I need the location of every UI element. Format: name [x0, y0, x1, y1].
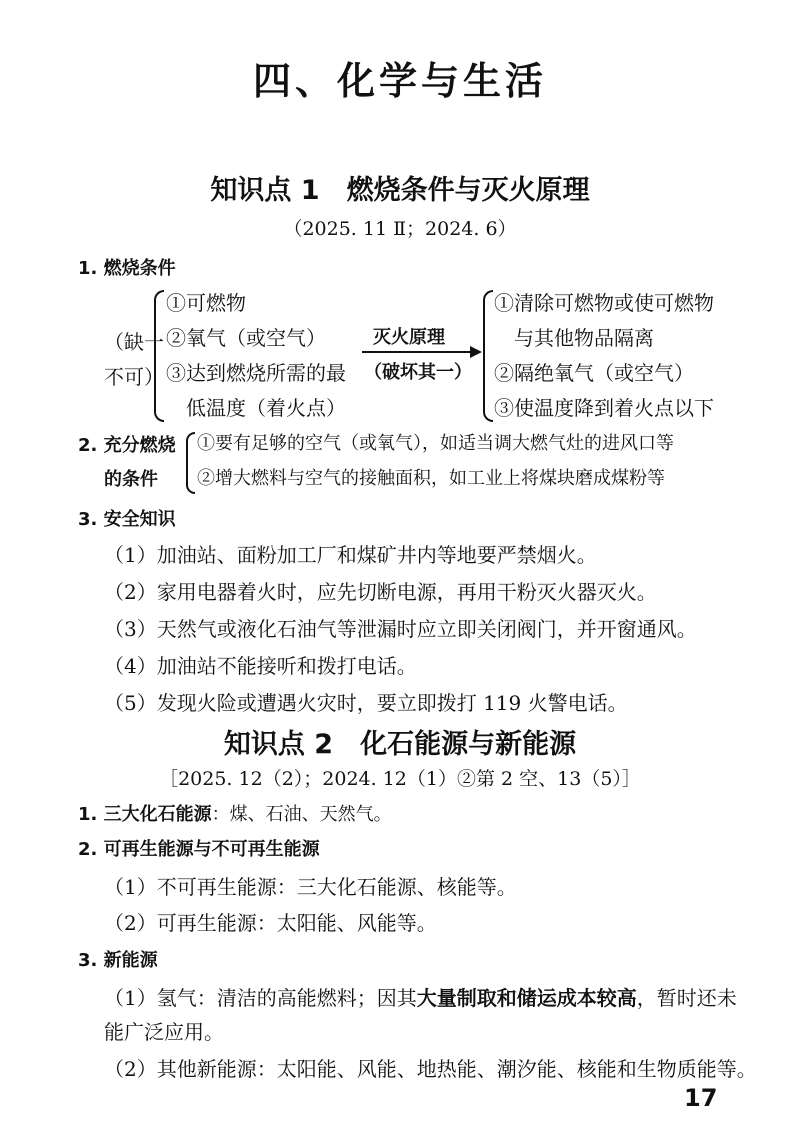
new-energy-item-1-line2: 能广泛应用。: [104, 1020, 224, 1044]
method-1-cont: 与其他物品隔离: [514, 326, 654, 350]
s2-brace: [186, 432, 195, 494]
kp2-s1-title: 1. 三大化石能源: [78, 804, 212, 825]
renewable-item-2: （2）可再生能源：太阳能、风能等。: [104, 911, 437, 935]
safety-item-4: （4）加油站不能接听和拨打电话。: [104, 654, 417, 678]
safety-item-3: （3）天然气或液化石油气等泄漏时应立即关闭阀门，并开窗通风。: [104, 617, 697, 641]
kp2-heading: 知识点 2 化石能源与新能源: [223, 729, 577, 760]
full-combustion-item-2: ②增大燃料与空气的接触面积，如工业上将煤块磨成煤粉等: [197, 468, 665, 489]
full-combustion-item-1: ①要有足够的空气（或氧气），如适当调大燃气灶的进风口等: [197, 433, 674, 454]
kp2-s3-title: 3. 新能源: [78, 950, 158, 971]
method-1: ①清除可燃物或使可燃物: [494, 291, 714, 315]
new-energy-item-1: [104, 982, 737, 1011]
arrow-head-icon: [470, 346, 482, 358]
condition-3: ③达到燃烧所需的最: [166, 361, 346, 385]
kp1-s2-label-1: 2. 充分燃烧: [78, 435, 176, 456]
kp2-years: ［2025. 12（2）；2024. 12（1）②第 2 空、13（5）］: [159, 768, 641, 790]
method-2: ②隔绝氧气（或空气）: [494, 361, 694, 385]
left-brace: [154, 290, 164, 422]
safety-item-2: （2）家用电器着火时，应先切断电源，再用干粉灭火器灭火。: [104, 580, 657, 604]
arrow-line: [362, 351, 472, 353]
new-energy-item-1-b: ，暂时还未: [636, 986, 737, 1010]
new-energy-item-1-bold: 大量制取和储运成本较高: [416, 986, 637, 1010]
page-title: 四、化学与生活: [252, 59, 547, 103]
left-label-2: 不可）: [104, 365, 164, 389]
kp1-s1-title: 1. 燃烧条件: [78, 258, 176, 279]
kp1-heading: 知识点 1 燃烧条件与灭火原理: [210, 175, 590, 206]
arrow-label-top: 灭火原理: [373, 327, 445, 348]
renewable-item-1: （1）不可再生能源：三大化石能源、核能等。: [104, 875, 517, 899]
safety-item-5: （5）发现火险或遭遇火灾时，要立即拨打 119 火警电话。: [104, 691, 628, 715]
condition-1: ①可燃物: [166, 291, 246, 315]
kp1-years: （2025. 11 Ⅱ；2024. 6）: [283, 218, 517, 240]
page-number: 17: [684, 1084, 718, 1112]
condition-2: ②氧气（或空气）: [166, 326, 326, 350]
new-energy-item-1-a: （1）氢气：清洁的高能燃料；因其: [104, 986, 417, 1010]
left-label-1: （缺一: [104, 330, 164, 354]
kp1-s3-title: 3. 安全知识: [78, 509, 176, 530]
kp2-s1-text: ：煤、石油、天然气。: [211, 804, 392, 825]
arrow-label-bottom: （破坏其一）: [364, 362, 472, 383]
method-3: ③使温度降到着火点以下: [494, 396, 714, 420]
right-brace: [483, 290, 493, 422]
kp2-s1: [78, 800, 392, 826]
kp1-s2-label-2: 的条件: [104, 469, 158, 490]
safety-item-1: （1）加油站、面粉加工厂和煤矿井内等地要严禁烟火。: [104, 543, 597, 567]
condition-3-cont: 低温度（着火点）: [186, 396, 346, 420]
new-energy-item-2: （2）其他新能源：太阳能、风能、地热能、潮汐能、核能和生物质能等。: [104, 1057, 757, 1081]
kp2-s2-title: 2. 可再生能源与不可再生能源: [78, 839, 320, 860]
